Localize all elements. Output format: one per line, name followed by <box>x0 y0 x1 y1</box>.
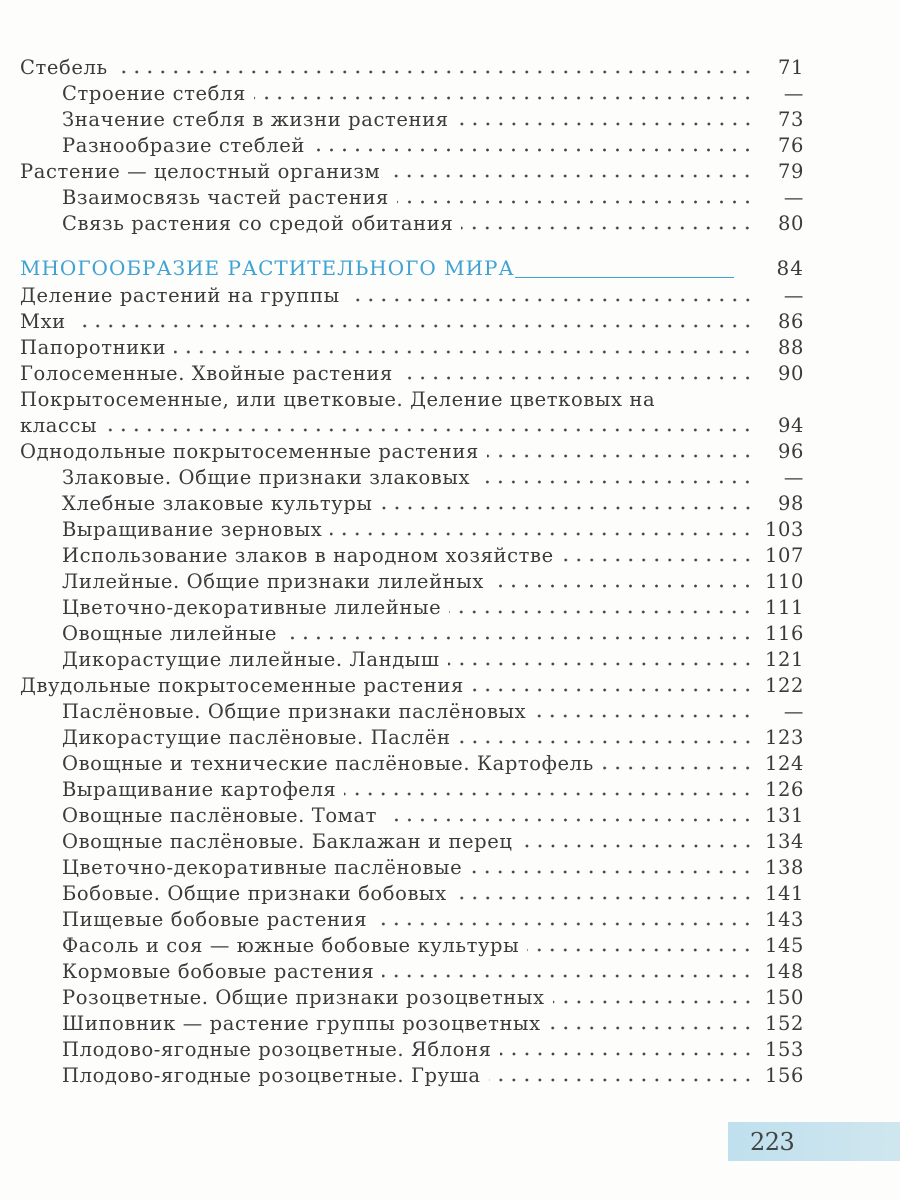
toc-entry <box>20 934 804 960</box>
toc-entry <box>20 1012 804 1038</box>
entry-title: Папоротники <box>20 336 167 359</box>
entry-title: Использование злаков в народном хозяйстве <box>62 544 554 567</box>
heading-rule <box>515 277 734 278</box>
toc-entry <box>20 726 804 752</box>
entry-page: — <box>783 186 804 209</box>
toc-entry <box>20 674 804 700</box>
dot-leader <box>174 350 754 354</box>
dot-leader <box>401 376 754 380</box>
entry-title: Покрытосеменные, или цветковые. Деление цветковых на <box>20 388 656 411</box>
dot-leader <box>382 974 754 978</box>
dot-leader <box>500 1052 754 1056</box>
entry-page: 152 <box>764 1012 804 1035</box>
entry-title: Строение стебля <box>62 82 246 105</box>
dot-leader <box>313 148 754 152</box>
toc-entry <box>20 160 804 186</box>
entry-title: Дикорастущие паслёновые. Паслён <box>62 726 451 749</box>
entry-page: 96 <box>777 440 804 463</box>
entry-title: Взаимосвязь частей растения <box>62 186 389 209</box>
toc-entry <box>20 570 804 596</box>
dot-leader <box>527 948 754 952</box>
toc-entry <box>20 622 804 648</box>
entry-page: 94 <box>777 414 804 437</box>
entry-page: 131 <box>764 804 804 827</box>
dot-leader <box>116 70 754 74</box>
dot-leader <box>397 200 754 204</box>
entry-page: — <box>783 284 804 307</box>
dot-leader <box>457 122 754 126</box>
entry-page: 88 <box>777 336 804 359</box>
dot-leader <box>562 558 754 562</box>
dot-leader <box>449 610 754 614</box>
entry-page: 150 <box>764 986 804 1009</box>
entry-page: 126 <box>764 778 804 801</box>
toc-entry <box>20 882 804 908</box>
entry-title: Кормовые бобовые растения <box>62 960 375 983</box>
dot-leader <box>487 454 754 458</box>
entry-title: Дикорастущие лилейные. Ландыш <box>62 648 440 671</box>
entry-title: Цветочно-декоративные паслёновые <box>62 856 463 879</box>
entry-title: Шиповник — растение группы розоцветных <box>62 1012 541 1035</box>
page-number-band <box>728 1122 900 1161</box>
entry-title: Растение — целостный организм <box>20 160 381 183</box>
toc-entry <box>20 518 804 544</box>
entry-title: Пищевые бобовые растения <box>62 908 368 931</box>
entry-title: Разнообразие стеблей <box>62 134 305 157</box>
entry-title: Овощные и технические паслёновые. Картофель <box>62 752 594 775</box>
toc-entry <box>20 388 804 414</box>
entry-title: Двудольные покрытосеменные растения <box>20 674 464 697</box>
dot-leader <box>470 870 754 874</box>
dot-leader <box>459 740 754 744</box>
entry-page: 90 <box>777 362 804 385</box>
toc-entry <box>20 56 804 82</box>
toc-entry <box>20 986 804 1012</box>
entry-title: Овощные паслёновые. Баклажан и перец <box>62 830 513 853</box>
dot-leader <box>254 96 754 100</box>
entry-title: Овощные паслёновые. Томат <box>62 804 378 827</box>
entry-page: 145 <box>764 934 804 957</box>
table-of-contents <box>20 56 804 1090</box>
dot-leader <box>461 226 754 230</box>
dot-leader <box>553 1000 754 1004</box>
toc-entry <box>20 544 804 570</box>
dot-leader <box>602 766 754 770</box>
dot-leader <box>448 662 754 666</box>
dot-leader <box>455 896 754 900</box>
dot-leader <box>105 428 754 432</box>
entry-page: 143 <box>764 908 804 931</box>
toc-entry <box>20 310 804 336</box>
toc-entry <box>20 830 804 856</box>
entry-title: Плодово-ягодные розоцветные. Яблоня <box>62 1038 492 1061</box>
toc-entry <box>20 960 804 986</box>
dot-leader <box>285 636 754 640</box>
toc-entry <box>20 778 804 804</box>
entry-page: — <box>783 82 804 105</box>
dot-leader <box>344 792 754 796</box>
entry-title: Лилейные. Общие признаки лилейных <box>62 570 484 593</box>
toc-entry <box>20 700 804 726</box>
section-heading <box>20 256 804 284</box>
toc-entry <box>20 186 804 212</box>
entry-page: 110 <box>764 570 804 593</box>
entry-page: 141 <box>764 882 804 905</box>
toc-entry <box>20 752 804 778</box>
dot-leader <box>385 818 754 822</box>
toc-entry <box>20 1064 804 1090</box>
entry-page: 124 <box>764 752 804 775</box>
toc-entry <box>20 648 804 674</box>
dot-leader <box>489 1078 754 1082</box>
toc-entry <box>20 414 804 440</box>
entry-page: 98 <box>777 492 804 515</box>
entry-title: классы <box>20 414 98 437</box>
entry-title: Фасоль и соя — южные бобовые культуры <box>62 934 520 957</box>
entry-page: — <box>783 700 804 723</box>
toc-entry <box>20 1038 804 1064</box>
dot-leader <box>330 532 754 536</box>
entry-title: Овощные лилейные <box>62 622 278 645</box>
toc-entry <box>20 596 804 622</box>
entry-page: 156 <box>764 1064 804 1087</box>
dot-leader <box>478 480 754 484</box>
dot-leader <box>549 1026 754 1030</box>
entry-title: Розоцветные. Общие признаки розоцветных <box>62 986 545 1009</box>
entry-page: 80 <box>777 212 804 235</box>
toc-entry <box>20 212 804 238</box>
entry-page: 71 <box>777 56 804 79</box>
entry-page: 123 <box>764 726 804 749</box>
entry-page: 84 <box>776 256 804 280</box>
page-number: 223 <box>750 1128 795 1156</box>
entry-page: 86 <box>777 310 804 333</box>
dot-leader <box>521 844 754 848</box>
entry-page: 134 <box>764 830 804 853</box>
dot-leader <box>74 324 754 328</box>
entry-page: 79 <box>777 160 804 183</box>
entry-title: Деление растений на группы <box>20 284 340 307</box>
entry-title: Паслёновые. Общие признаки паслёновых <box>62 700 527 723</box>
toc-entry <box>20 492 804 518</box>
dot-leader <box>534 714 754 718</box>
toc-entry <box>20 804 804 830</box>
dot-leader <box>472 688 754 692</box>
toc-entry <box>20 108 804 134</box>
entry-page: 73 <box>777 108 804 131</box>
entry-title: Плодово-ягодные розоцветные. Груша <box>62 1064 481 1087</box>
dot-leader <box>375 922 754 926</box>
toc-entry <box>20 336 804 362</box>
entry-page: 153 <box>764 1038 804 1061</box>
entry-title: Мхи <box>20 310 66 333</box>
entry-title: Однодольные покрытосеменные растения <box>20 440 479 463</box>
entry-title: Выращивание зерновых <box>62 518 323 541</box>
entry-title: Выращивание картофеля <box>62 778 337 801</box>
dot-leader <box>381 506 754 510</box>
entry-title: Значение стебля в жизни растения <box>62 108 449 131</box>
dot-leader <box>492 584 754 588</box>
entry-page: 103 <box>764 518 804 541</box>
entry-title: Голосеменные. Хвойные растения <box>20 362 393 385</box>
entry-title: Цветочно-декоративные лилейные <box>62 596 442 619</box>
entry-page: 121 <box>764 648 804 671</box>
toc-entry <box>20 134 804 160</box>
toc-entry <box>20 362 804 388</box>
dot-leader <box>388 174 754 178</box>
toc-entry <box>20 284 804 310</box>
entry-page: 76 <box>777 134 804 157</box>
entry-title: МНОГООБРАЗИЕ РАСТИТЕЛЬНОГО МИРА <box>20 256 515 280</box>
entry-page: — <box>783 466 804 489</box>
toc-entry <box>20 908 804 934</box>
entry-page: 107 <box>764 544 804 567</box>
entry-page: 116 <box>764 622 804 645</box>
toc-entry <box>20 440 804 466</box>
entry-title: Стебель <box>20 56 108 79</box>
dot-leader <box>348 298 754 302</box>
entry-title: Злаковые. Общие признаки злаковых <box>62 466 471 489</box>
entry-page: 111 <box>764 596 804 619</box>
toc-entry <box>20 466 804 492</box>
entry-page: 122 <box>764 674 804 697</box>
entry-title: Хлебные злаковые культуры <box>62 492 373 515</box>
entry-title: Связь растения со средой обитания <box>62 212 454 235</box>
entry-page: 148 <box>764 960 804 983</box>
toc-entry <box>20 82 804 108</box>
entry-title: Бобовые. Общие признаки бобовых <box>62 882 447 905</box>
entry-page: 138 <box>764 856 804 879</box>
toc-entry <box>20 856 804 882</box>
